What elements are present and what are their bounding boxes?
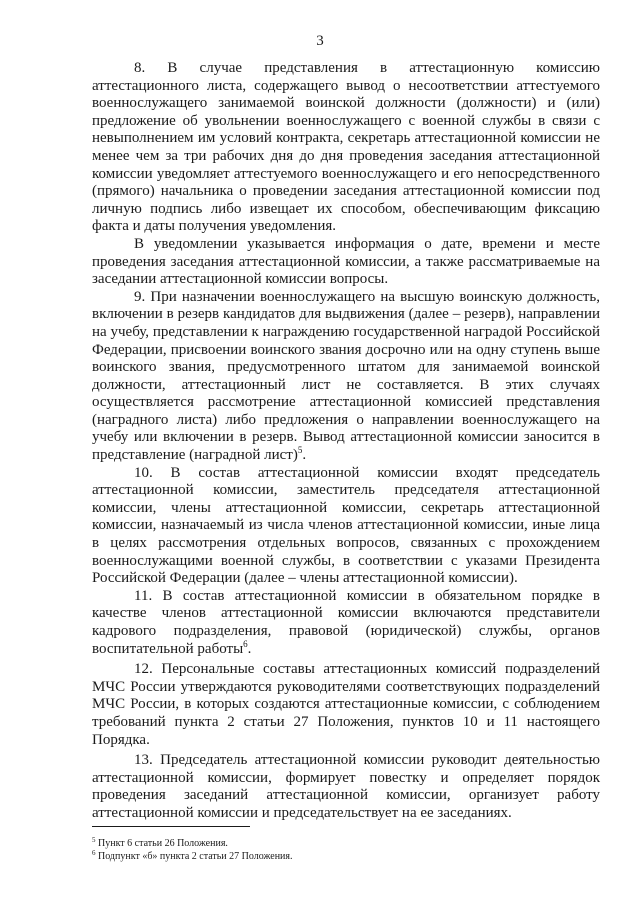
paragraph-11 (92, 588, 600, 658)
paragraph-9-text: 9. При назначении военнослужащего на высшую воинскую должность, включении в резерв кандидатов для выдвижения (далее – резерв), направлении на учебу, представлении к награждению государственной наградой Российской Федерации, присвоении воинского звания досрочно или на одну ступень выше воинского звания, предусмотренного штатом для занимаемой воинской должности, аттестационный лист не составляется. В этих случаях осуществляется рассмотрение аттестационной комиссией представления (наградного листа) либо предложения о направлении военнослужащего на учебу или включении в резерв. Вывод аттестационной комиссии заносится в представление (наградной лист) (92, 288, 600, 464)
footnote-5-text: Пункт 6 статьи 26 Положения. (98, 838, 228, 849)
paragraph-13: 13. Председатель аттестационной комиссии руководит деятельностью аттестационной комиссии, формирует повестку и определяет порядок проведения заседаний аттестационной комиссии, организует работу аттестационной комиссии и председательствует на ее заседаниях. (92, 752, 600, 821)
paragraph-10: 10. В состав аттестационной комиссии входят председатель аттестационной комиссии, заместитель председателя аттестационной комиссии, члены аттестационной комиссии, секретарь аттестационной комиссии, назначаемый из числа членов аттестационной комиссии, иные лица в целях рассмотрения отдельных вопросов, связанных с прохождением военнослужащими военной службы, в соответствии с указами Президента Российской Федерации (далее – члены аттестационной комиссии). (92, 464, 600, 587)
paragraph-11-text: 11. В состав аттестационной комиссии в обязательном порядке в качестве членов аттестационной комиссии включаются представители кадрового подразделения, правовой (юридической) службы, органов воспитательной работы (92, 587, 600, 657)
footnote-6-mark: 6 (92, 849, 96, 857)
footnote-6 (92, 850, 592, 863)
paragraph-11-end: . (247, 640, 252, 657)
footnotes (92, 837, 592, 863)
paragraph-8-notice: В уведомлении указывается информация о дате, времени и месте проведения заседания аттестационной комиссии, а также рассматриваемые на заседании аттестационной комиссии вопросы. (92, 235, 600, 288)
page-number: 3 (316, 33, 324, 49)
document-body (92, 60, 600, 823)
paragraph-8: 8. В случае представления в аттестационную комиссию аттестационного листа, содержащего вывод о несоответствии аттестуемого военнослужащего занимаемой воинской должности (должности) и (или) предложение об увольнении военнослужащего с военной службы в связи с невыполнением им условий контракта, секретарь аттестационной комиссии не менее чем за три рабочих дня до дня проведения заседания аттестационной комиссии уведомляет аттестуемого военнослужащего и его непосредственного (прямого) начальника о проведении заседания аттестационной комиссии под личную подпись либо извещает их способом, обеспечивающим фиксацию факта и даты получения уведомления. (92, 60, 600, 235)
footnote-6-text: Подпункт «б» пункта 2 статьи 27 Положения. (98, 851, 293, 862)
footnote-5-mark: 5 (92, 836, 96, 844)
footnote-ref-6: 6 (243, 638, 248, 649)
paragraph-9-end: . (302, 447, 307, 464)
paragraph-12: 12. Персональные составы аттестационных комиссий подразделений МЧС России утверждаются руководителями соответствующих подразделений МЧС России, в которых создаются аттестационные комиссии, с соблюдением требований пункта 2 статьи 27 Положения, пунктов 10 и 11 настоящего Порядка. (92, 661, 600, 748)
paragraph-9 (92, 289, 600, 465)
footnote-divider (92, 826, 250, 827)
footnote-5 (92, 837, 592, 850)
footnote-ref-5: 5 (297, 445, 303, 456)
